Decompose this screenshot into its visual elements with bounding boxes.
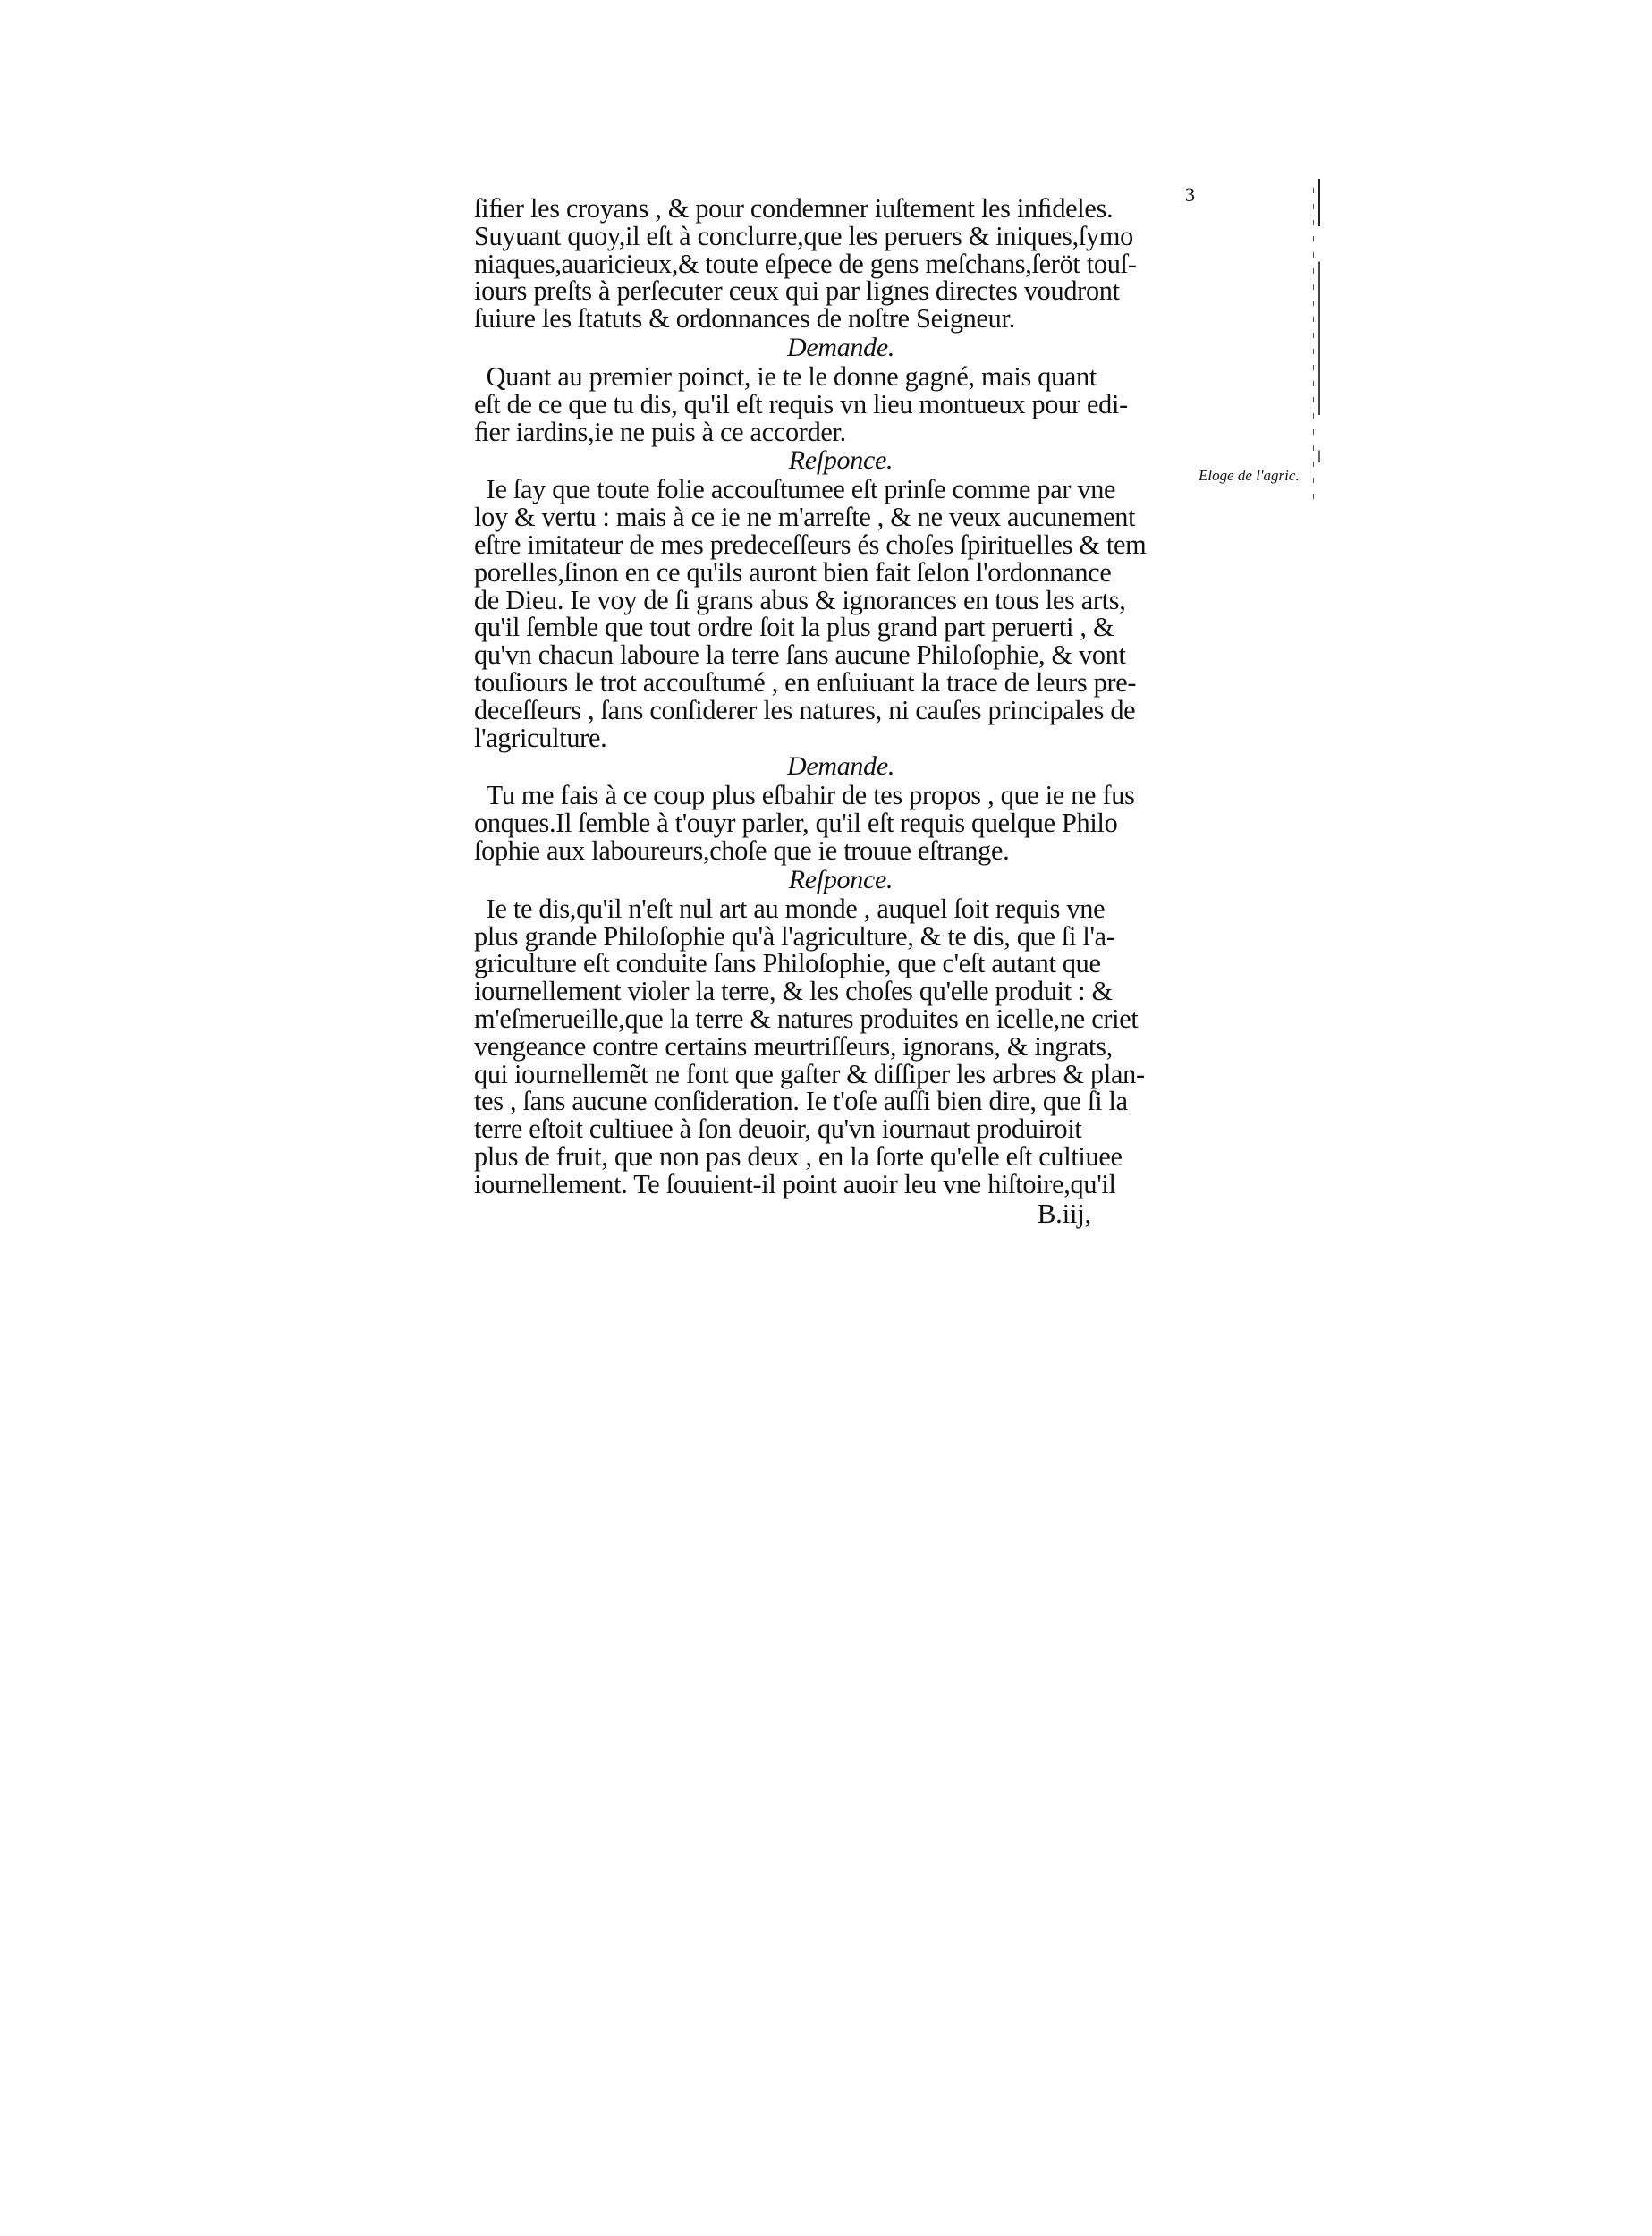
text-line: qui iournellemẽt ne font que gaſter & diſſiper les arbres & plan- bbox=[474, 1057, 1145, 1089]
section-heading: Reſponce. bbox=[788, 864, 894, 894]
page-edge-line bbox=[1318, 179, 1320, 1359]
text-line: touſiours le trot accouſtumé , en enſuiuant la trace de leurs pre- bbox=[474, 665, 1137, 698]
text-line: Quant au premier poinct, ie te le donne gagné, mais quant bbox=[486, 360, 1097, 392]
text-line: qu'il ſemble que tout ordre ſoit la plus grand part peruerti , & bbox=[474, 611, 1114, 643]
text-line: plus grande Philoſophie qu'à l'agriculture, & te dis, que ſi l'a- bbox=[474, 919, 1115, 952]
text-line: plus de fruit, que non pas deux , en la ſorte qu'elle eſt cultiuee bbox=[474, 1139, 1123, 1172]
text-line: de Dieu. Ie voy de ſi grans abus & ignorances en tous les arts, bbox=[474, 583, 1126, 615]
margin-note: Eloge de l'agric. bbox=[1199, 467, 1300, 484]
text-line: iours preſts à perſecuter ceux qui par lignes directes voudront bbox=[474, 275, 1120, 307]
section-heading: Reſponce. bbox=[788, 445, 894, 476]
text-line: deceſſeurs , ſans conſiderer les natures, ni cauſes principales de bbox=[474, 693, 1136, 725]
text-line: qu'vn chacun laboure la terre ſans aucune Philoſophie, & vont bbox=[474, 639, 1126, 671]
section-heading: Demande. bbox=[786, 751, 895, 782]
text-line: loy & vertu : mais à ce ie ne m'arreſte , & ne veux aucunement bbox=[474, 501, 1136, 533]
text-block bbox=[474, 192, 1207, 1229]
text-line: m'eſmerueille,que la terre & natures produites en icelle,ne criet bbox=[474, 1002, 1139, 1034]
text-line: porelles,ſinon en ce qu'ils auront bien fait ſelon l'ordonnance bbox=[474, 555, 1112, 588]
text-line: Suyuant quoy,il eſt à conclurre,que les peruers & iniques,ſymo bbox=[474, 219, 1133, 251]
text-line: eſtre imitateur de mes predeceſſeurs és choſes ſpirituelles & tem bbox=[474, 528, 1147, 560]
text-line: iournellement. Te ſouuient-il point auoir leu vne hiſtoire,qu'il bbox=[474, 1167, 1116, 1199]
text-line: niaques,auaricieux,& toute eſpece de gens meſchans,ſeröt touſ- bbox=[474, 247, 1137, 279]
text-line: tes , ſans aucune conſideration. Ie t'oſe auſſi bien dire, que ſi la bbox=[474, 1085, 1128, 1117]
text-line: ſuiure les ſtatuts & ordonnances de noſtre Seigneur. bbox=[474, 302, 1015, 335]
section-heading: Demande. bbox=[786, 332, 895, 362]
text-line: l'agriculture. bbox=[474, 721, 607, 753]
text-line: griculture eſt conduite ſans Philoſophie, que c'eſt autant que bbox=[474, 947, 1101, 979]
text-line: vengeance contre certains meurtriſſeurs, ignorans, & ingrats, bbox=[474, 1029, 1113, 1062]
page-number: 3 bbox=[1185, 183, 1195, 206]
text-line: ſophie aux laboureurs,choſe que ie trouue eſtrange. bbox=[474, 834, 1010, 866]
text-line: Ie te dis,qu'il n'eſt nul art au monde , auquel ſoit requis vne bbox=[486, 892, 1106, 924]
text-line: terre eſtoit cultiuee à ſon deuoir, qu'vn iournaut produiroit bbox=[474, 1113, 1082, 1145]
signature-mark: B.iij, bbox=[1037, 1197, 1091, 1229]
text-line: Ie ſay que toute folie accouſtumee eſt prinſe comme par vne bbox=[486, 473, 1116, 505]
text-line: ſiﬁer les croyans , & pour condemner iuſtement les inﬁdeles. bbox=[474, 192, 1114, 224]
text-line: ﬁer iardins,ie ne puis à ce accorder. bbox=[474, 415, 846, 447]
text-line: eſt de ce que tu dis, qu'il eſt requis vn lieu montueux pour edi- bbox=[474, 387, 1128, 419]
page-edge-dashes bbox=[1313, 188, 1314, 510]
text-line: iournellement violer la terre, & les choſes qu'elle produit : & bbox=[474, 975, 1113, 1007]
text-line: Tu me fais à ce coup plus eſbahir de tes propos , que ie ne fus bbox=[486, 779, 1135, 811]
text-line: onques.Il ſemble à t'ouyr parler, qu'il eſt requis quelque Philo bbox=[474, 807, 1118, 839]
